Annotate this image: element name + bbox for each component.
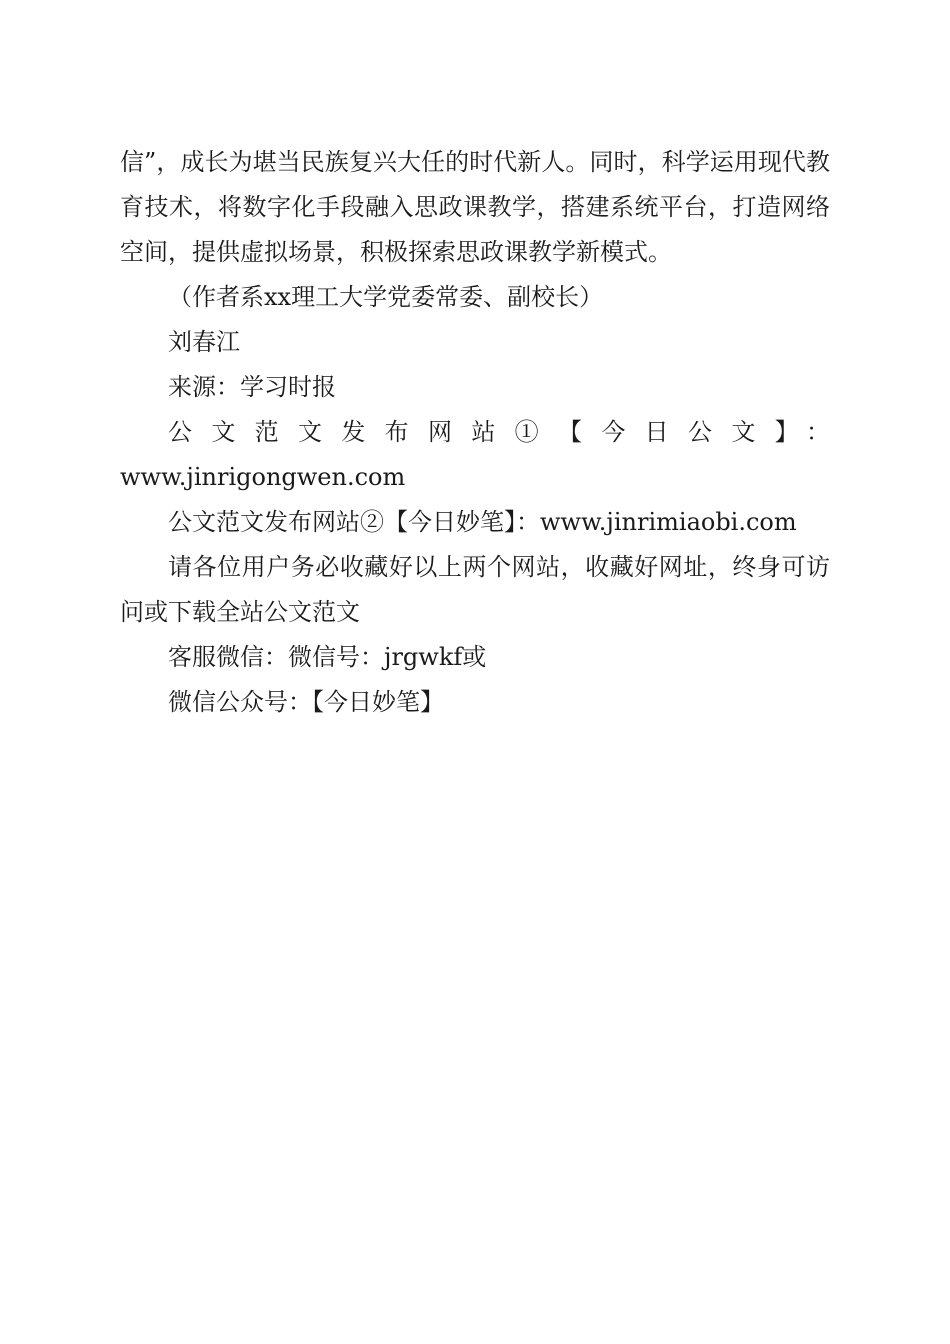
author-affiliation: （作者系xx理工大学党委常委、副校长） [168,283,604,311]
site-one-url-line [120,455,830,500]
bookmark-notice: 请各位用户务必收藏好以上两个网站，收藏好网址，终身可访问或下载全站公文范文 [120,553,830,626]
site-one-label: 公文范文发布网站①【今日公文】： [168,418,830,446]
wechat-public-account: 微信公众号：【今日妙笔】 [168,688,444,716]
site-one-url: www.jinrigongwen.com [120,463,406,491]
site-one-line [120,410,830,455]
body-paragraph-closing: 信”，成长为堪当民族复兴大任的时代新人。同时，科学运用现代教育技术，将数字化手段融入思政课教学，搭建系统平台，打造网络空间，提供虚拟场景，积极探索思政课教学新模式。 [120,148,830,266]
site-two-line: 公文范文发布网站②【今日妙笔】：www.jinrimiaobi.com [168,508,797,536]
author-name: 刘春江 [168,328,240,356]
customer-service-wechat: 客服微信：微信号：jrgwkf或 [168,643,487,671]
document-body [120,140,830,725]
source-line: 来源：学习时报 [168,373,336,401]
